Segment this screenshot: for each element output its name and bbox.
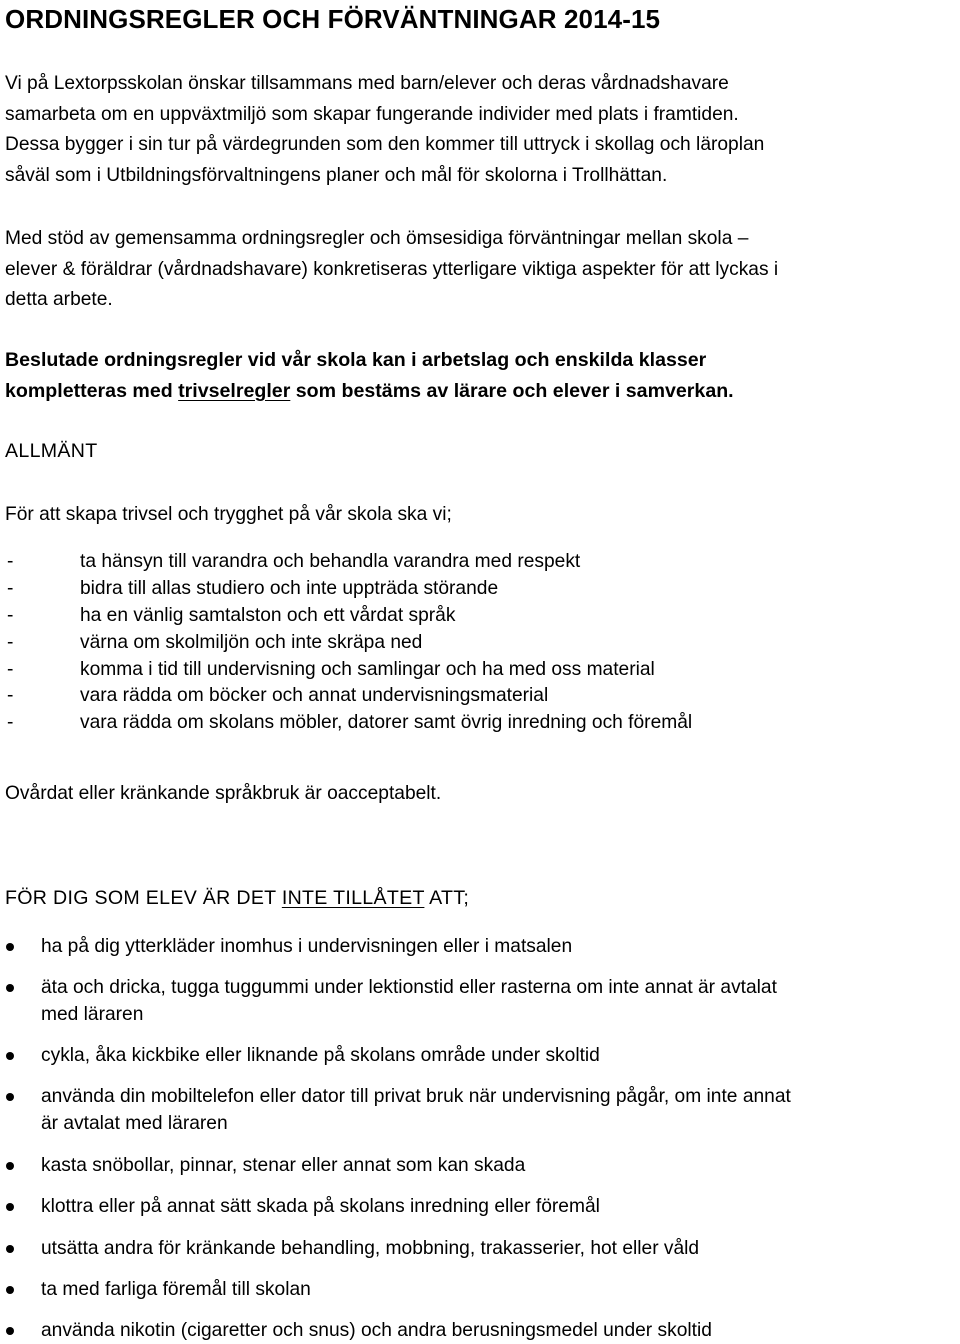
- intro-paragraph: [5, 69, 764, 191]
- bullet-text-line: cykla, åka kickbike eller liknande på skolans område under skoltid: [41, 1045, 600, 1066]
- decided-line: [5, 376, 734, 407]
- bullet-text-line: använda nikotin (cigaretter och snus) och andra berusningsmedel under skoltid: [41, 1320, 712, 1341]
- bullet-text: [41, 1042, 960, 1069]
- bullet-text: [41, 974, 960, 1028]
- bullet-text-line: äta och dricka, tugga tuggummi under lektionstid eller rasterna om inte annat är avtalat: [41, 977, 777, 998]
- list-item: [0, 603, 960, 630]
- list-item: [0, 657, 960, 684]
- bullet-text-line: kasta snöbollar, pinnar, stenar eller annat som kan skada: [41, 1155, 526, 1176]
- bullet-text-line: med läraren: [41, 1004, 144, 1026]
- bullet-text: [41, 1235, 960, 1262]
- list-item-text: värna om skolmiljön och inte skräpa ned: [80, 631, 423, 653]
- list-item-text: bidra till allas studiero och inte uppträda störande: [80, 577, 499, 599]
- section-heading-general: ALLMÄNT: [5, 440, 98, 462]
- bullet-text: [41, 1152, 960, 1179]
- bullet-text: [41, 933, 960, 960]
- bullet-icon: [6, 1052, 14, 1060]
- general-intro: För att skapa trivsel och trygghet på vår skola ska vi;: [5, 504, 452, 525]
- section-heading-forbidden: [5, 887, 469, 910]
- bullet-icon: [6, 1245, 14, 1253]
- list-item-text: komma i tid till undervisning och samlingar och ha med oss material: [80, 658, 655, 680]
- intro-line: såväl som i Utbildningsförvaltningens planer och mål för skolorna i Trollhättan.: [5, 164, 668, 186]
- dash-marker: -: [7, 577, 14, 599]
- decided-rules-paragraph: [5, 345, 734, 407]
- bullet-icon: [6, 1162, 14, 1170]
- bullet-icon: [6, 1093, 14, 1101]
- bullet-icon: [6, 1203, 14, 1211]
- bullet-text-line: använda din mobiltelefon eller dator till privat bruk när undervisning pågår, om inte annat: [41, 1086, 791, 1107]
- bullet-text-line: ta med farliga föremål till skolan: [41, 1279, 311, 1300]
- heading-text: FÖR DIG SOM ELEV ÄR DET: [5, 887, 282, 909]
- list-item-text: vara rädda om skolans möbler, datorer samt övrig inredning och föremål: [80, 712, 693, 734]
- bullet-icon: [6, 1327, 14, 1335]
- decided-text: kompletteras med: [5, 380, 179, 402]
- decided-line: Beslutade ordningsregler vid vår skola kan i arbetslag och enskilda klasser: [5, 349, 707, 371]
- support-line: Med stöd av gemensamma ordningsregler och ömsesidiga förväntningar mellan skola –: [5, 228, 749, 249]
- dash-marker: -: [7, 658, 14, 680]
- general-closing: Ovårdat eller kränkande språkbruk är oacceptabelt.: [5, 783, 442, 804]
- intro-line: samarbeta om en uppväxtmiljö som skapar fungerande individer med plats i framtiden.: [5, 103, 739, 125]
- page-title: ORDNINGSREGLER OCH FÖRVÄNTNINGAR 2014-15: [5, 4, 661, 34]
- list-item: [0, 549, 960, 576]
- intro-line: Dessa bygger i sin tur på värdegrunden som den kommer till uttryck i skollag och läroplan: [5, 134, 765, 156]
- list-item: [0, 630, 960, 657]
- bullet-icon: [6, 1286, 14, 1294]
- bullet-icon: [6, 943, 14, 951]
- bullet-text-line: ha på dig ytterkläder inomhus i undervisningen eller i matsalen: [41, 936, 573, 957]
- decided-text: som bestäms av lärare och elever i samverkan.: [290, 380, 734, 402]
- list-item-text: vara rädda om böcker och annat undervisningsmaterial: [80, 685, 549, 707]
- bullet-text: [41, 1276, 960, 1303]
- list-item-text: ta hänsyn till varandra och behandla varandra med respekt: [80, 551, 581, 572]
- list-item: [0, 710, 960, 737]
- bullet-text-line: utsätta andra för kränkande behandling, mobbning, trakasserier, hot eller våld: [41, 1238, 700, 1259]
- dash-marker: -: [7, 604, 14, 626]
- trivselregler-term: trivselregler: [178, 380, 291, 402]
- support-line: detta arbete.: [5, 289, 113, 311]
- general-rules-list: [0, 549, 960, 737]
- support-line: elever & föräldrar (vårdnadshavare) konkretiseras ytterligare viktiga aspekter för att lyckas i: [5, 258, 779, 280]
- bullet-icon: [6, 984, 14, 992]
- bullet-text: [41, 1317, 960, 1344]
- heading-text: ATT;: [424, 887, 470, 909]
- intro-line: Vi på Lextorpsskolan önskar tillsammans med barn/elever och deras vårdnadshavare: [5, 73, 729, 94]
- bullet-text: [41, 1083, 960, 1137]
- dash-marker: -: [7, 631, 14, 653]
- list-item: [0, 576, 960, 603]
- dash-marker: -: [7, 685, 14, 707]
- list-item: [0, 683, 960, 710]
- dash-marker: -: [7, 551, 14, 572]
- list-item-text: ha en vänlig samtalston och ett vårdat språk: [80, 604, 456, 626]
- bullet-text: [41, 1193, 960, 1220]
- dash-marker: -: [7, 712, 14, 734]
- bullet-text-line: klottra eller på annat sätt skada på skolans inredning eller föremål: [41, 1196, 600, 1217]
- support-paragraph: [5, 224, 778, 316]
- bullet-text-line: är avtalat med läraren: [41, 1113, 228, 1135]
- heading-emphasis: INTE TILLÅTET: [281, 887, 425, 909]
